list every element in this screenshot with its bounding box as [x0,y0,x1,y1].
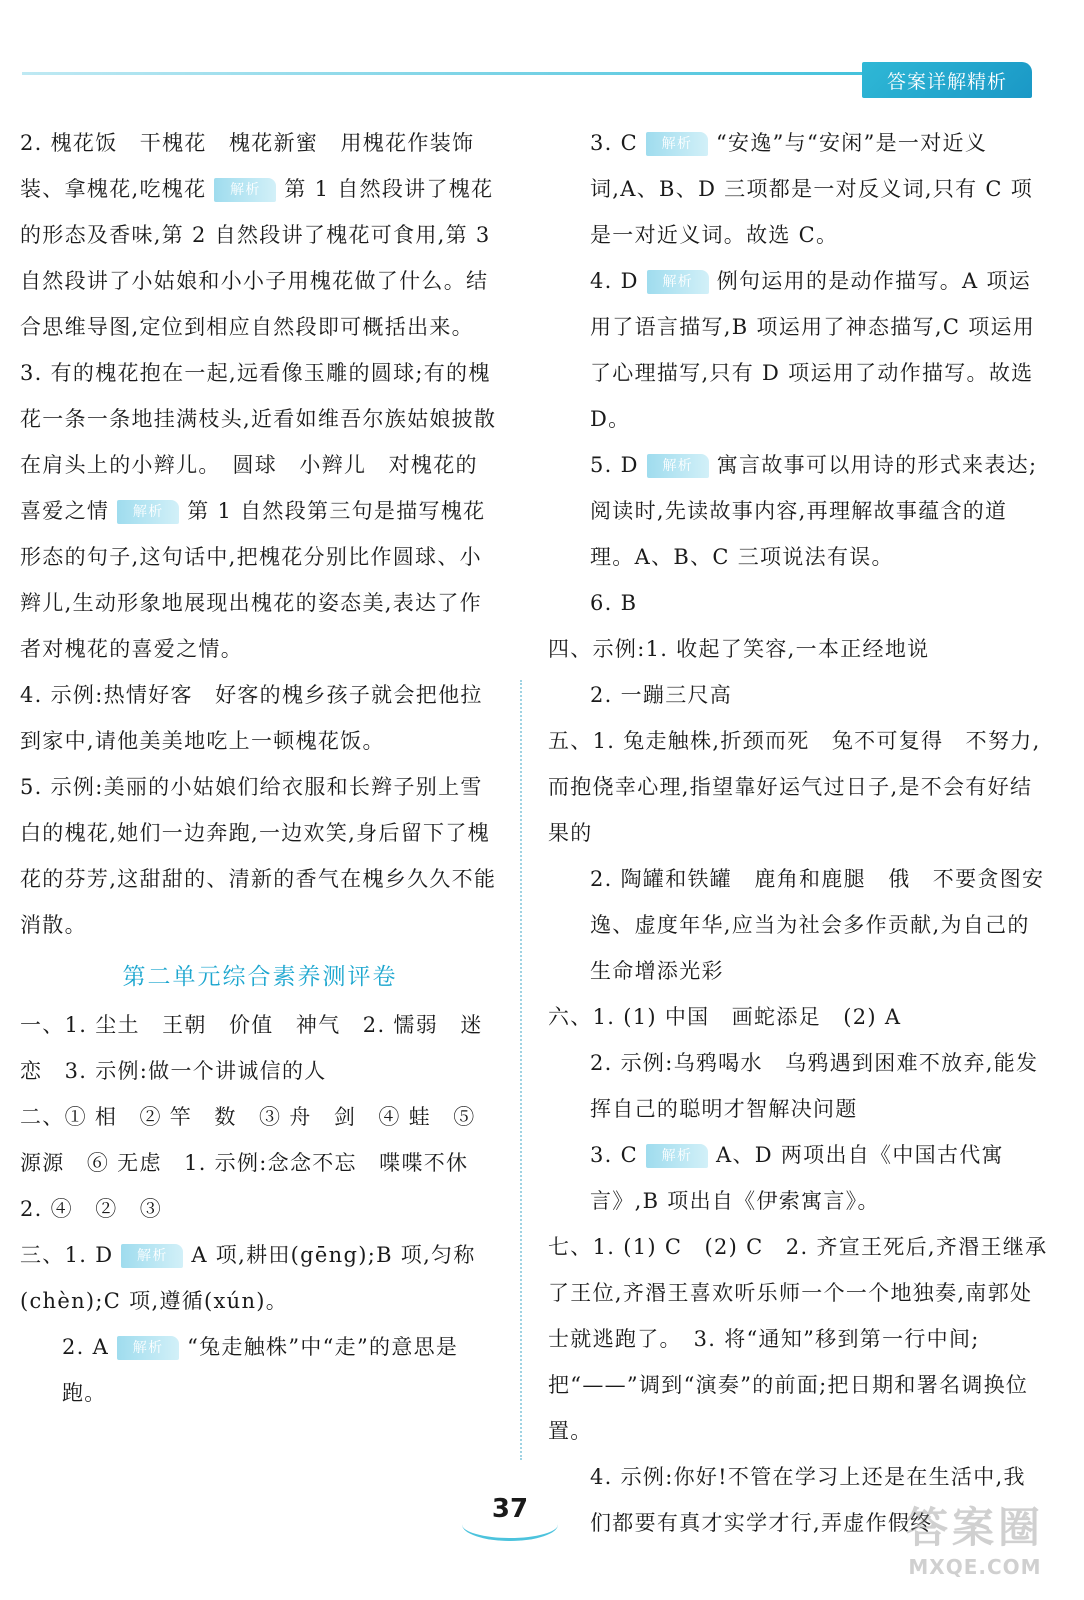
answer-text: 三、1. D [20,1243,114,1267]
answer-block: 四、示例:1. 收起了笑容,一本正经地说 [548,637,930,661]
answer-block: 5. 示例:美丽的小姑娘们给衣服和长辫子别上雪白的槐花,她们一边奔跑,一边欢笑,身后留下了槐花的芬芳,这甜甜的、清新的香气在槐乡久久不能消散。 [20,775,497,937]
answer-block: 4. 示例:你好!不管在学习上还是在生活中,我们都要有真才实学才行,弄虚作假终 [590,1465,1026,1535]
analysis-text: 例句运用的是动作描写。A 项运用了语言描写,B 项运用了神态描写,C 项运用了心理描写,只有 D 项运用了动作描写。故选 D。 [590,269,1036,431]
answer-block [548,120,1048,258]
left-column [20,120,500,1416]
answer-block [20,120,500,350]
analysis-badge: 解析 [117,500,179,524]
answer-text: 3. 有的槐花抱在一起,远看像玉雕的圆球;有的槐花一条一条地挂满枝头,近看如维吾尔族姑娘披散在肩头上的小辫儿。 圆球 小辫儿 对槐花的喜爱之情 [20,361,497,523]
column-divider [520,680,522,1460]
page-number: 37 [491,1494,529,1524]
analysis-text: “兔走触株”中“走”的意思是跑。 [62,1335,459,1405]
analysis-badge: 解析 [214,178,276,202]
answer-block [20,350,500,672]
answer-block: 二、① 相 ② 竿 数 ③ 舟 剑 ④ 蛙 ⑤ 源源 ⑥ 无虑 1. 示例:念念不忘 喋喋不休 2. ④ ② ③ [20,1105,491,1221]
answer-text: 2. 槐花饭 干槐花 槐花新蜜 用槐花作装饰 装、拿槐花,吃槐花 [20,131,497,201]
answer-block: 2. 陶罐和铁罐 鹿角和鹿腿 俄 不要贪图安逸、虚度年华,应当为社会多作贡献,为自己的生命增添光彩 [590,867,1045,983]
analysis-text: 寓言故事可以用诗的形式来表达;阅读时,先读故事内容,再理解故事蕴含的道理。A、B、C 三项说法有误。 [590,453,1038,569]
right-column [548,120,1048,1546]
analysis-text: A 项,耕田(gēng);B 项,匀称(chèn);C 项,遵循(xún)。 [20,1243,476,1313]
answer-block: 2. 示例:乌鸦喝水 乌鸦遇到困难不放弃,能发挥自己的聪明才智解决问题 [590,1051,1039,1121]
analysis-badge: 解析 [121,1244,183,1268]
answer-block [548,258,1048,442]
answer-block: 五、1. 兔走触株,折颈而死 兔不可复得 不努力,而抱侥幸心理,指望靠好运气过日子,是不会有好结果的 [548,729,1041,845]
answer-block: 4. 示例:热情好客 好客的槐乡孩子就会把他拉到家中,请他美美地吃上一顿槐花饭。 [20,683,483,753]
analysis-text: “安逸”与“安闲”是一对近义词,A、B、D 三项都是一对反义词,只有 C 项是一对近义词。故选 C。 [590,131,1034,247]
answer-block: 七、1. (1) C (2) C 2. 齐宣王死后,齐湣王继承了王位,齐湣王喜欢听乐师一个一个地独奏,南郭处士就逃跑了。 3. 将“通知”移到第一行中间;把“——”调到“演奏”的前面;把日期和署名调换位置。 [548,1235,1048,1443]
analysis-badge: 解析 [647,454,709,478]
answer-block [20,1324,500,1416]
answer-block [548,442,1048,580]
answer-text: 5. D [590,453,639,477]
analysis-badge: 解析 [646,1144,708,1168]
answer-block: 六、1. (1) 中国 画蛇添足 (2) A [548,1005,902,1029]
answer-block [20,1232,500,1324]
analysis-text: 第 1 自然段讲了槐花的形态及香味,第 2 自然段讲了槐花可食用,第 3 自然段讲了小姑娘和小小子用槐花做了什么。结合思维导图,定位到相应自然段即可概括出来。 [20,177,494,339]
answer-text: 3. C [590,1143,638,1167]
header-rule [22,72,862,75]
answer-text: 2. A [62,1335,110,1359]
analysis-text: 第 1 自然段第三句是描写槐花形态的句子,这句话中,把槐花分别比作圆球、小辫儿,生动形象地展现出槐花的姿态美,表达了作者对槐花的喜爱之情。 [20,499,486,661]
watermark-url: MXQE.COM [908,1555,1042,1579]
answer-text: 4. D [590,269,639,293]
analysis-text: A、D 两项出自《中国古代寓言》,B 项出自《伊索寓言》。 [590,1143,1004,1213]
answer-block [548,1132,1048,1224]
answer-block: 6. B [590,591,638,615]
watermark-logo [880,1495,1070,1579]
answer-text: 3. C [590,131,638,155]
analysis-badge: 解析 [646,132,708,156]
answer-block: 一、1. 尘土 王朝 价值 神气 2. 懦弱 迷恋 3. 示例:做一个讲诚信的人 [20,1013,483,1083]
section-title: 第二单元综合素养测评卷 [122,964,398,990]
header-tab: 答案详解精析 [862,62,1032,98]
watermark-text: 答案圈 [905,1503,1044,1552]
analysis-badge: 解析 [117,1336,179,1360]
analysis-badge: 解析 [647,270,709,294]
answer-block: 2. 一蹦三尺高 [590,683,733,707]
